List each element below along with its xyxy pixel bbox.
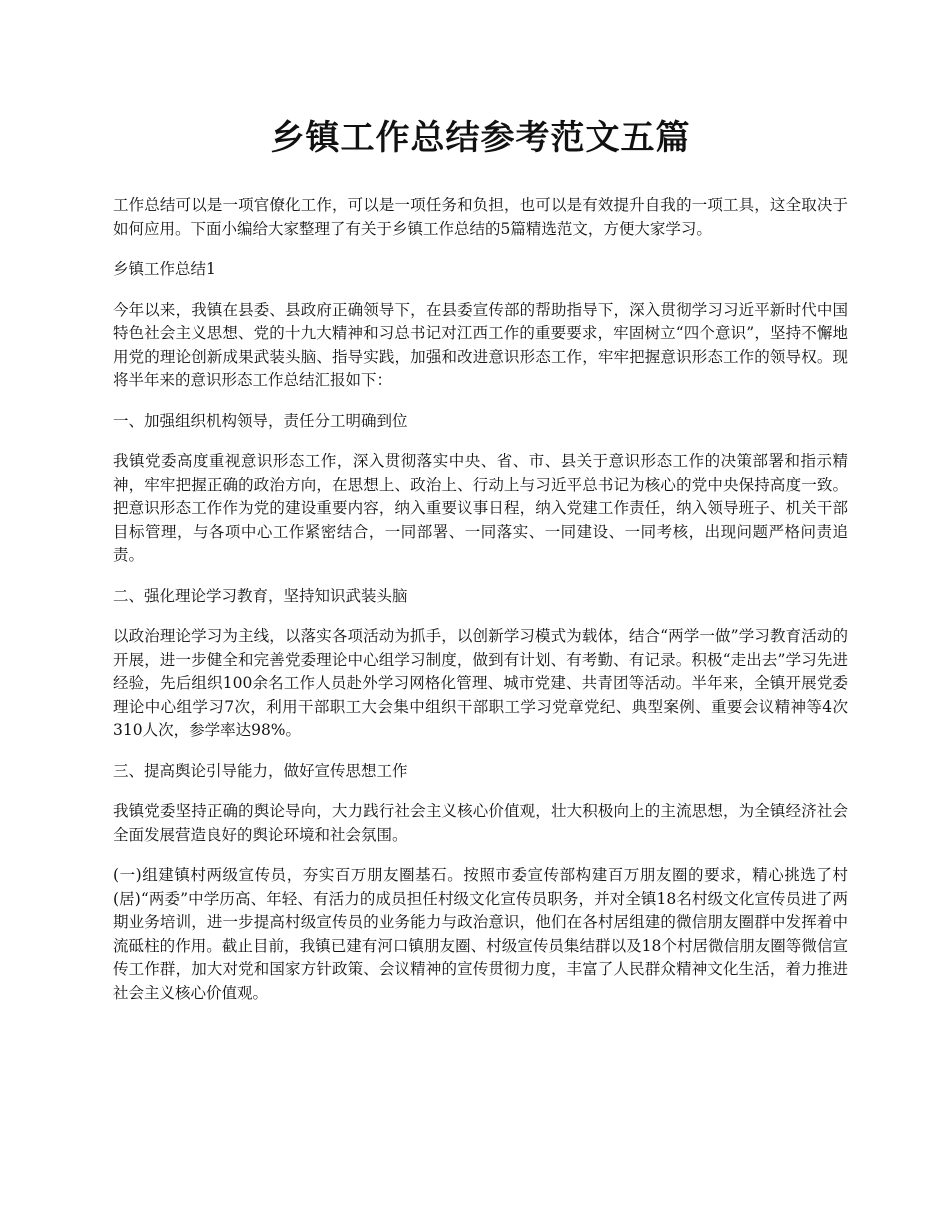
subheading-3: 三、提高舆论引导能力，做好宣传思想工作 (113, 761, 408, 780)
subheading-2: 二、强化理论学习教育，坚持知识武装头脑 (113, 586, 408, 605)
document-title: 乡镇工作总结参考范文五篇 (270, 118, 691, 158)
subheading-1-paragraph: 我镇党委高度重视意识形态工作，深入贯彻落实中央、省、市、县关于意识形态工作的决策部署和指示精神，牢牢把握正确的政治方向，在思想上、政治上、行动上与习近平总书记为核心的党中央保持高度一致。把意识形态工作作为党的建设重要内容，纳入重要议事日程，纳入党建工作责任，纳入领导班子、机关干部目标管理，与各项中心工作紧密结合，一同部署、一同落实、一同建设、一同考核，出现问题严格问责追责。 (113, 452, 848, 564)
intro-paragraph: 工作总结可以是一项官僚化工作，可以是一项任务和负担，也可以是有效提升自我的一项工具，这全取决于如何应用。下面小编给大家整理了有关于乡镇工作总结的5篇精选范文，方便大家学习。 (113, 196, 848, 238)
document-page (113, 112, 848, 1022)
section-title: 乡镇工作总结1 (113, 260, 216, 278)
subheading-1: 一、加强组织机构领导，责任分工明确到位 (113, 411, 408, 430)
subheading-2-paragraph: 以政治理论学习为主线，以落实各项活动为抓手，以创新学习模式为载体，结合“两学一做”学习教育活动的开展，进一步健全和完善党委理论中心组学习制度，做到有计划、有考勤、有记录。积极“走出去”学习先进经验，先后组织100余名工作人员赴外学习网格化管理、城市党建、共青团等活动。半年来，全镇开展党委理论中心组学习7次，利用干部职工大会集中组织干部职工学习党章党纪、典型案例、重要会议精神等4次310人次，参学率达98%。 (113, 627, 848, 739)
subheading-3-paragraph: 我镇党委坚持正确的舆论导向，大力践行社会主义核心价值观，壮大积极向上的主流思想，为全镇经济社会全面发展营造良好的舆论环境和社会氛围。 (113, 802, 848, 844)
subsection-1-paragraph: (一)组建镇村两级宣传员，夯实百万朋友圈基石。按照市委宣传部构建百万朋友圈的要求，精心挑选了村(居)“两委”中学历高、年轻、有活力的成员担任村级文化宣传员职务，并对全镇18名村级文化宣传员进了两期业务培训，进一步提高村级宣传员的业务能力与政治意识，他们在各村居组建的微信朋友圈群中发挥着中流砥柱的作用。截止目前，我镇已建有河口镇朋友圈、村级宣传员集结群以及18个村居微信朋友圈等微信宣传工作群，加大对党和国家方针政策、会议精神的宣传贯彻力度，丰富了人民群众精神文化生活，着力推进社会主义核心价值观。 (113, 866, 848, 1002)
section-paragraph: 今年以来，我镇在县委、县政府正确领导下，在县委宣传部的帮助指导下，深入贯彻学习习近平新时代中国特色社会主义思想、党的十九大精神和习总书记对江西工作的重要要求，牢固树立“四个意识”，坚持不懈地用党的理论创新成果武装头脑、指导实践，加强和改进意识形态工作，牢牢把握意识形态工作的领导权。现将半年来的意识形态工作总结汇报如下： (113, 300, 848, 389)
